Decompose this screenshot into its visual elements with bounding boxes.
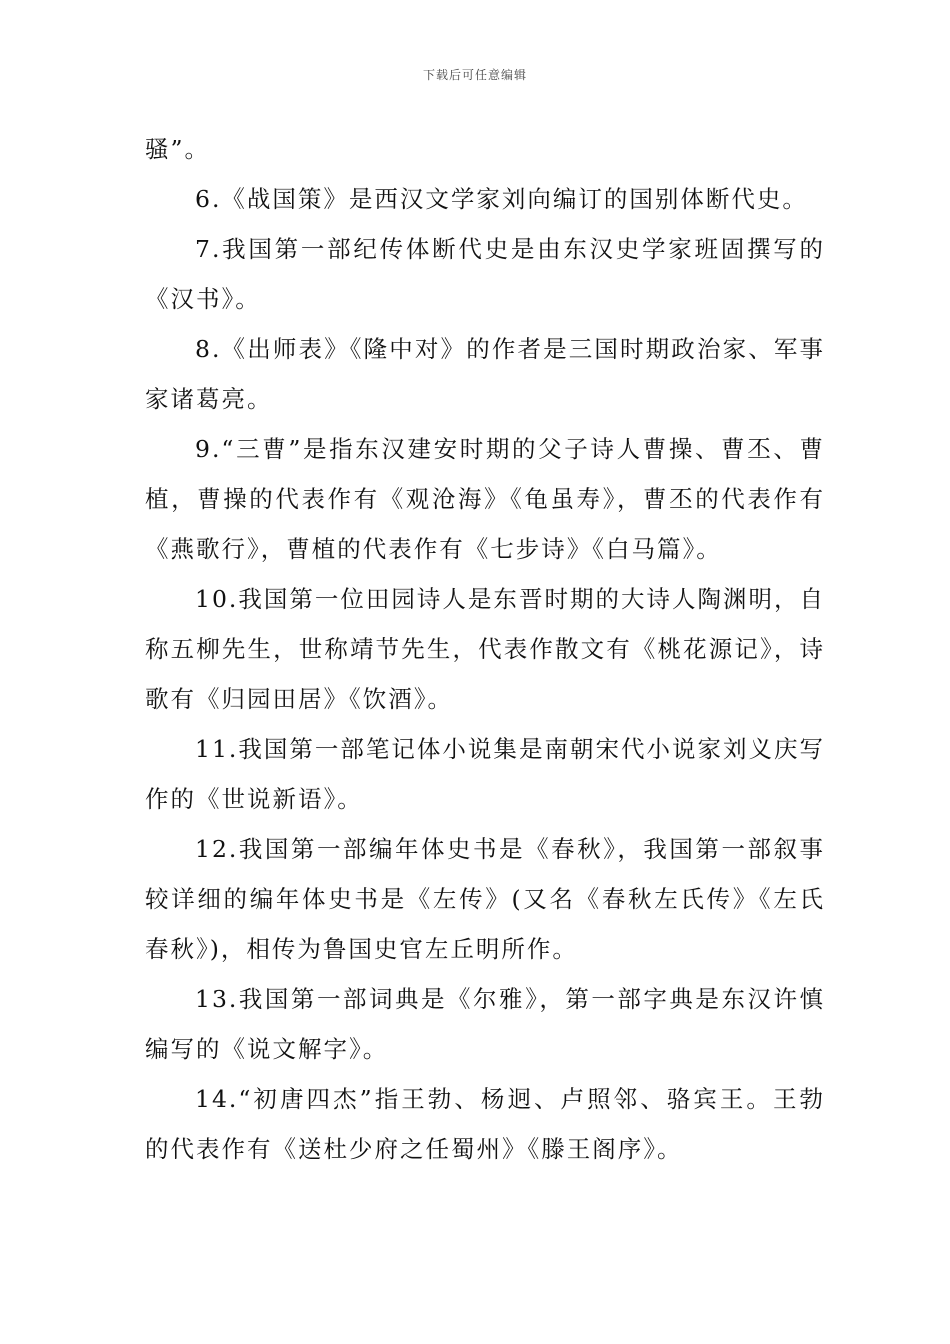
paragraph: 6.《战国策》是西汉文学家刘向编订的国别体断代史。 (195, 185, 808, 213)
paragraph: 12.我国第一部编年体史书是《春秋》，我国第一部叙事较详细的编年体史书是《左传》(又名《春秋左氏传》《左氏春秋》)，相传为鲁国史官左丘明所作。 (145, 835, 825, 963)
paragraph: 骚”。 (145, 135, 211, 163)
paragraph: 13.我国第一部词典是《尔雅》，第一部字典是东汉许慎编写的《说文解字》。 (145, 985, 825, 1063)
paragraph: 9.“三曹”是指东汉建安时期的父子诗人曹操、曹丕、曹植，曹操的代表作有《观沧海》《龟虽寿》，曹丕的代表作有《燕歌行》，曹植的代表作有《七步诗》《白马篇》。 (145, 435, 825, 563)
document-body (145, 124, 825, 1174)
paragraph: 11.我国第一部笔记体小说集是南朝宋代小说家刘义庆写作的《世说新语》。 (145, 735, 825, 813)
paragraph: 10.我国第一位田园诗人是东晋时期的大诗人陶渊明，自称五柳先生，世称靖节先生，代表作散文有《桃花源记》，诗歌有《归园田居》《饮酒》。 (145, 585, 825, 713)
paragraph: 7.我国第一部纪传体断代史是由东汉史学家班固撰写的《汉书》。 (145, 235, 825, 313)
paragraph: 14.“初唐四杰”指王勃、杨迥、卢照邻、骆宾王。王勃的代表作有《送杜少府之任蜀州》《滕王阁序》。 (145, 1085, 825, 1163)
page-header: 下载后可任意编辑 (422, 68, 527, 82)
paragraph: 8.《出师表》《隆中对》的作者是三国时期政治家、军事家诸葛亮。 (145, 335, 825, 413)
